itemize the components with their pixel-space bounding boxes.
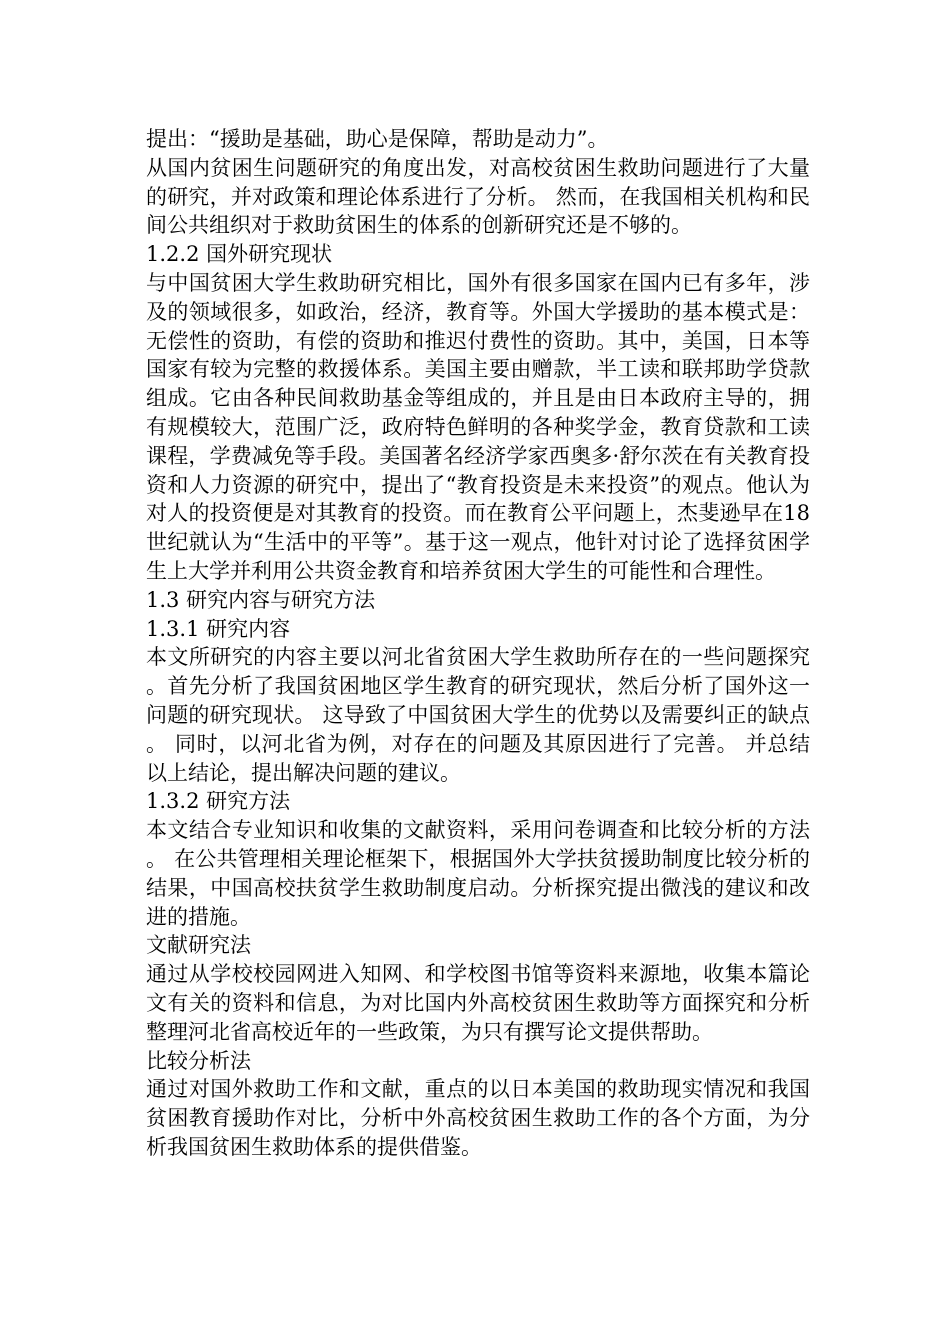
document-page	[146, 125, 810, 1162]
comparative-method-paragraph: 通过对国外救助工作和文献，重点的以日本美国的救助现实情况和我国贫困教育援助作对比，分析中外高校贫困生救助工作的各个方面，为分析我国贫困生救助体系的提供借鉴。	[146, 1077, 810, 1159]
intro-quote-paragraph: 提出：“援助是基础，助心是保障，帮助是动力”。	[146, 127, 609, 151]
heading-research-methods: 1.3.2 研究方法	[146, 789, 291, 814]
heading-research-content: 1.3.1 研究内容	[146, 616, 291, 641]
heading-research-content-and-methods: 1.3 研究内容与研究方法	[146, 587, 376, 612]
domestic-research-paragraph: 从国内贫困生问题研究的角度出发，对高校贫困生救助问题进行了大量的研究，并对政策和理论体系进行了分析。 然而，在我国相关机构和民间公共组织对于救助贫困生的体系的创新研究还是不够的。	[146, 155, 810, 238]
heading-foreign-research-status: 1.2.2 国外研究现状	[146, 242, 333, 267]
heading-literature-method: 文献研究法	[146, 933, 251, 958]
foreign-research-paragraph: 与中国贫困大学生救助研究相比，国外有很多国家在国内已有多年，涉及的领域很多，如政治，经济，教育等。外国大学援助的基本模式是：无偿性的资助，有偿的资助和推迟付费性的资助。其中，美国，日本等国家有较为完整的救援体系。美国主要由赠款，半工读和联邦助学贷款组成。它由各种民间救助基金等组成的，并且是由日本政府主导的，拥有规模较大，范围广泛，政府特色鲜明的各种奖学金，教育贷款和工读课程，学费减免等手段。美国著名经济学家西奥多·舒尔茨在有关教育投资和人力资源的研究中，提出了“教育投资是未来投资”的观点。他认为对人的投资便是对其教育的投资。而在教育公平问题上，杰斐逊早在18世纪就认为“生活中的平等”。基于这一观点，他针对讨论了选择贫困学生上大学并利用公共资金教育和培养贫困大学生的可能性和合理性。	[146, 270, 810, 583]
literature-method-paragraph: 通过从学校校园网进入知网、和学校图书馆等资料来源地，收集本篇论文有关的资料和信息，为对比国内外高校贫困生救助等方面探究和分析整理河北省高校近年的一些政策，为只有撰写论文提供帮助。	[146, 962, 810, 1044]
research-methods-paragraph: 本文结合专业知识和收集的文献资料，采用问卷调查和比较分析的方法。 在公共管理相关理论框架下，根据国外大学扶贫援助制度比较分析的结果，中国高校扶贫学生救助制度启动。分析探究提出微浅的建议和改进的措施。	[146, 818, 810, 929]
research-content-paragraph: 本文所研究的内容主要以河北省贫困大学生救助所存在的一些问题探究。首先分析了我国贫困地区学生教育的研究现状，然后分析了国外这一问题的研究现状。 这导致了中国贫困大学生的优势以及需要纠正的缺点。 同时，以河北省为例，对存在的问题及其原因进行了完善。 并总结以上结论，提出解决问题的建议。	[146, 645, 810, 785]
heading-comparative-method: 比较分析法	[146, 1048, 251, 1073]
